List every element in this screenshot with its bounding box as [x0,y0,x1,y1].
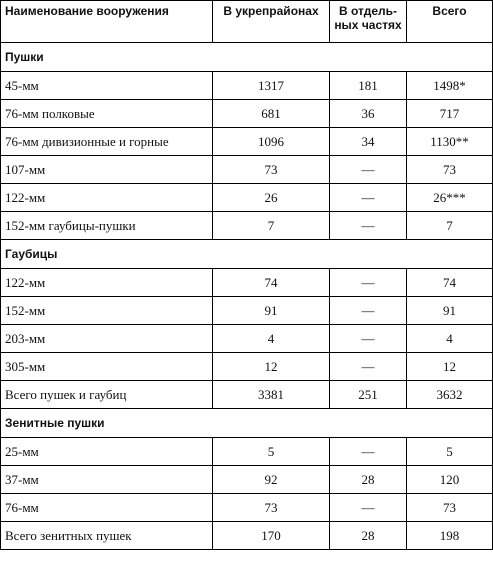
cell-weapon-name: 152-мм гаубицы-пушки [1,212,213,240]
table-row [1,466,493,494]
cell-weapon-name: Всего зенитных пушек [1,522,213,550]
cell-weapon-name: 107-мм [1,156,213,184]
cell-in-separate-units: — [330,438,407,466]
cell-in-separate-units: 251 [330,381,407,409]
cell-in-separate-units: — [330,269,407,297]
cell-in-separate-units: — [330,297,407,325]
cell-in-separate-units: 181 [330,72,407,100]
header-in-fortified-areas: В укрепрайонах [213,1,330,43]
cell-total: 5 [407,438,493,466]
cell-total: 1130** [407,128,493,156]
cell-in-separate-units: — [330,353,407,381]
header-row [1,1,493,43]
header-in-separate-units: В отдель-ных частях [330,1,407,43]
cell-in-fortified-areas: 73 [213,494,330,522]
cell-total: 198 [407,522,493,550]
cell-in-fortified-areas: 7 [213,212,330,240]
cell-total: 717 [407,100,493,128]
cell-weapon-name: 152-мм [1,297,213,325]
section-title: Гаубицы [1,240,493,269]
cell-weapon-name: 76-мм дивизионные и горные [1,128,213,156]
table-body [1,43,493,550]
cell-in-separate-units: — [330,184,407,212]
cell-weapon-name: 76-мм [1,494,213,522]
cell-total: 74 [407,269,493,297]
cell-weapon-name: 203-мм [1,325,213,353]
table-row [1,156,493,184]
cell-in-fortified-areas: 170 [213,522,330,550]
cell-in-fortified-areas: 26 [213,184,330,212]
cell-weapon-name: 305-мм [1,353,213,381]
cell-in-fortified-areas: 5 [213,438,330,466]
table-row [1,100,493,128]
cell-in-separate-units: — [330,156,407,184]
table-row [1,269,493,297]
cell-in-fortified-areas: 73 [213,156,330,184]
section-row [1,240,493,269]
cell-weapon-name: 122-мм [1,269,213,297]
cell-weapon-name: 37-мм [1,466,213,494]
table-row [1,72,493,100]
cell-total: 91 [407,297,493,325]
cell-in-fortified-areas: 681 [213,100,330,128]
cell-in-fortified-areas: 12 [213,353,330,381]
cell-in-separate-units: 28 [330,466,407,494]
cell-weapon-name: Всего пушек и гаубиц [1,381,213,409]
cell-total: 26*** [407,184,493,212]
cell-in-fortified-areas: 74 [213,269,330,297]
cell-weapon-name: 122-мм [1,184,213,212]
table-row [1,438,493,466]
cell-weapon-name: 25-мм [1,438,213,466]
cell-in-separate-units: — [330,325,407,353]
table-row [1,128,493,156]
cell-weapon-name: 45-мм [1,72,213,100]
table-row [1,494,493,522]
table-row [1,184,493,212]
cell-total: 1498* [407,72,493,100]
cell-in-separate-units: — [330,212,407,240]
header-weapon-name: Наименование вооружения [1,1,213,43]
cell-in-separate-units: 28 [330,522,407,550]
table-row [1,325,493,353]
table-row [1,353,493,381]
header-total: Всего [407,1,493,43]
cell-in-fortified-areas: 92 [213,466,330,494]
cell-total: 7 [407,212,493,240]
cell-in-separate-units: 36 [330,100,407,128]
table-row [1,212,493,240]
cell-in-fortified-areas: 4 [213,325,330,353]
table-row [1,381,493,409]
section-row [1,43,493,72]
cell-total: 12 [407,353,493,381]
cell-in-fortified-areas: 1096 [213,128,330,156]
cell-in-fortified-areas: 1317 [213,72,330,100]
table-row [1,297,493,325]
cell-in-fortified-areas: 91 [213,297,330,325]
cell-in-separate-units: — [330,494,407,522]
section-row [1,409,493,438]
cell-total: 120 [407,466,493,494]
section-title: Пушки [1,43,493,72]
cell-in-fortified-areas: 3381 [213,381,330,409]
cell-total: 73 [407,494,493,522]
cell-total: 3632 [407,381,493,409]
table-row [1,522,493,550]
cell-in-separate-units: 34 [330,128,407,156]
cell-total: 73 [407,156,493,184]
section-title: Зенитные пушки [1,409,493,438]
cell-total: 4 [407,325,493,353]
cell-weapon-name: 76-мм полковые [1,100,213,128]
